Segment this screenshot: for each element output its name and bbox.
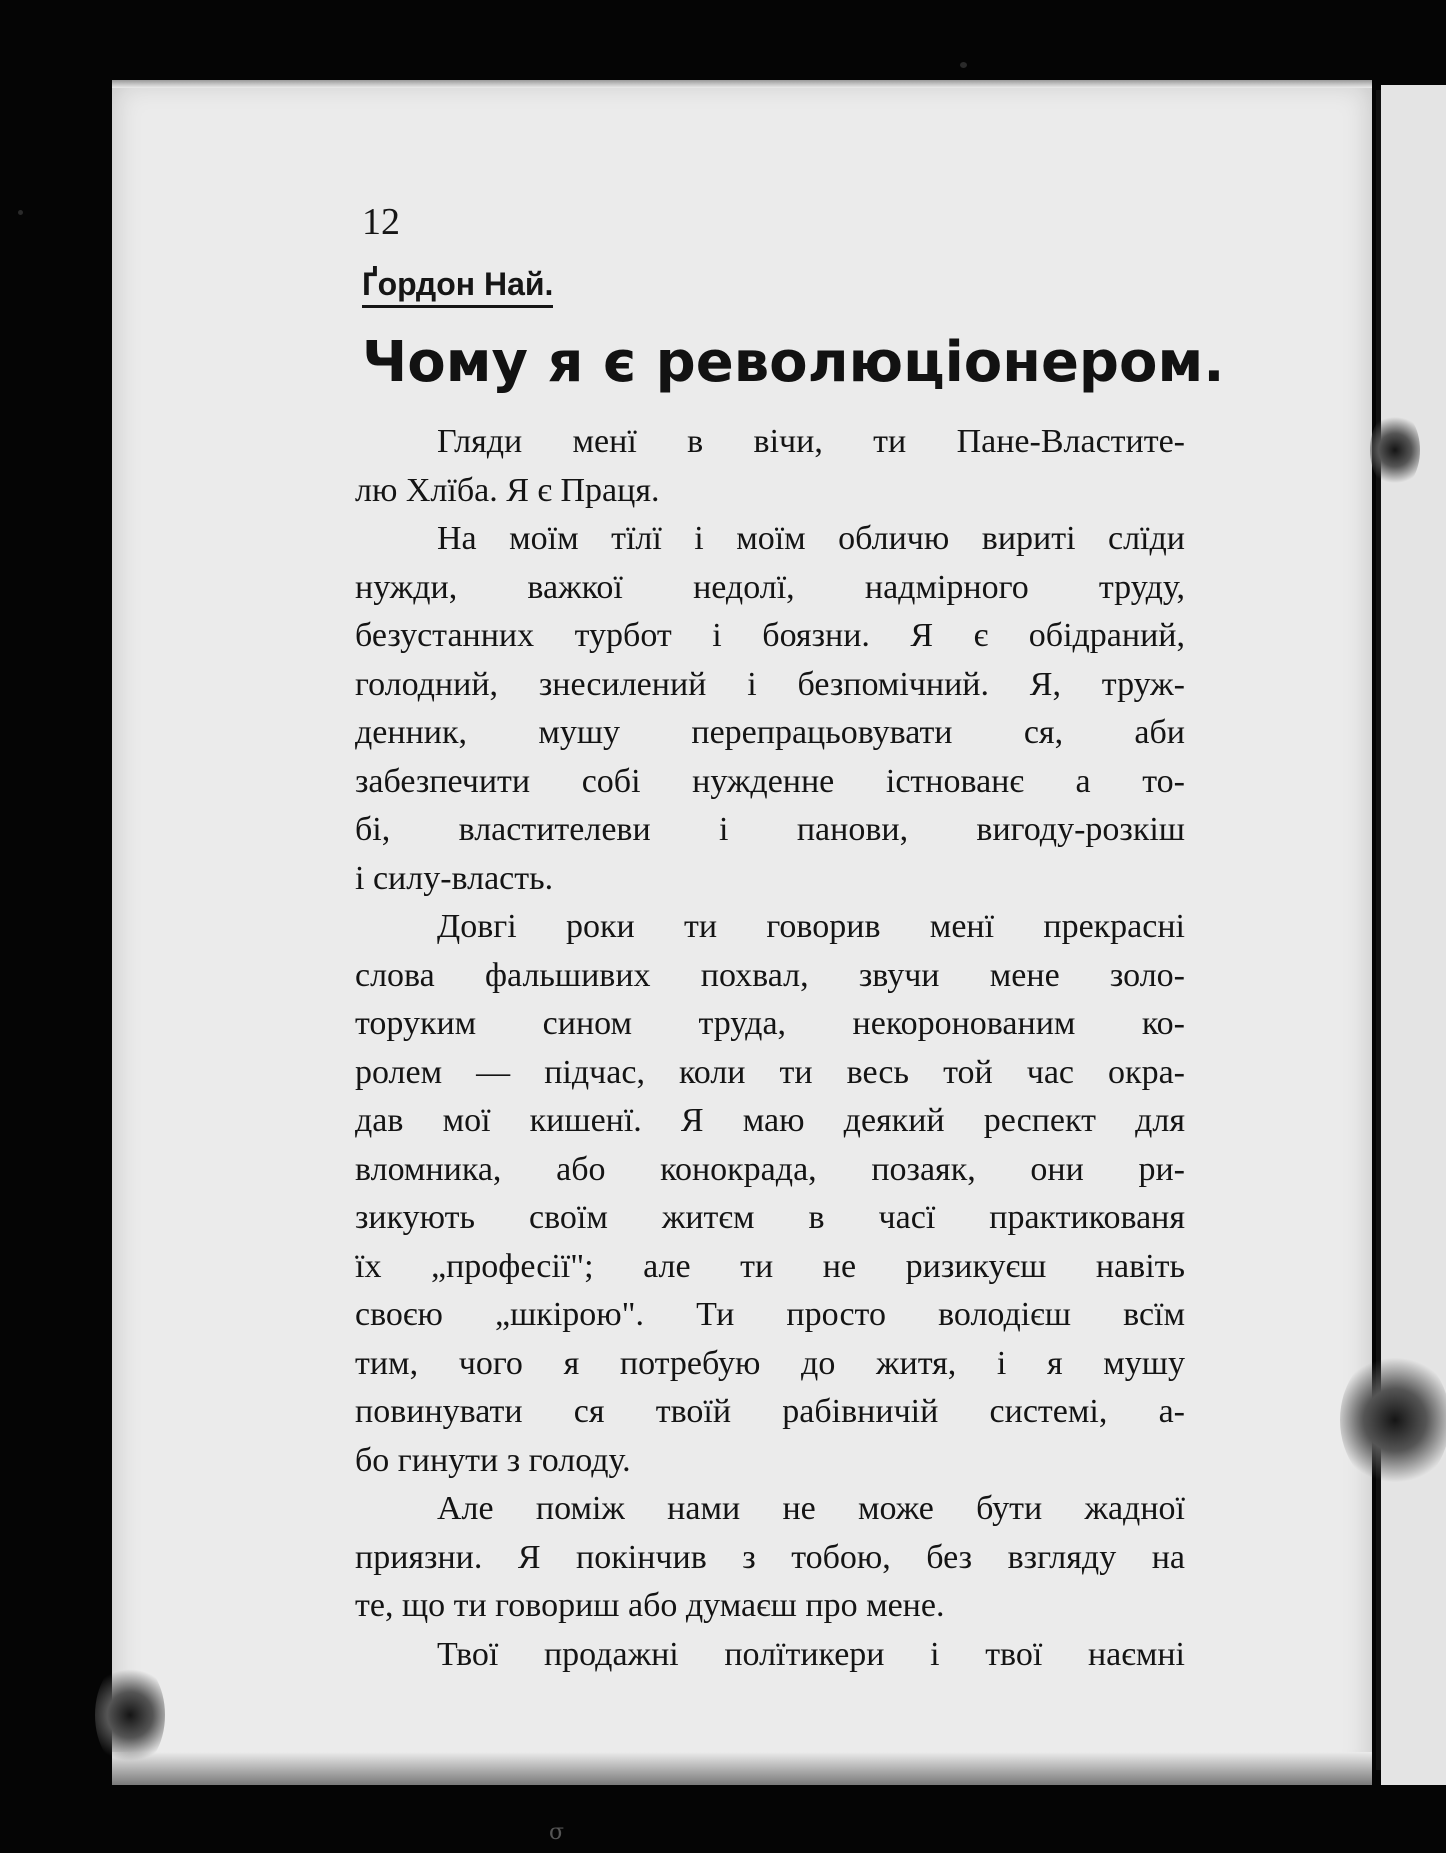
facing-page-strip [1381, 85, 1446, 1785]
body-line: безустанних турбот і боязни. Я є обідраний, [355, 617, 1185, 654]
body-line: лю Хлїба. Я є Праця. [355, 471, 660, 509]
body-line: ролем — підчас, коли ти весь той час окра- [355, 1053, 1185, 1091]
body-line: торуким сином труда, некоронованим ко- [355, 1005, 1185, 1042]
body-line: те, що ти говориш або думаєш про мене. [355, 1587, 945, 1624]
body-line: зикують своїм житєм в часї практикованя [355, 1199, 1185, 1236]
scan-speck [960, 62, 967, 68]
article-title: Чому я є революціонером. [362, 330, 1225, 395]
author-name: Ґордон Най. [362, 266, 553, 308]
body-line: і силу-власть. [355, 859, 554, 897]
page-bottom-edge [112, 1752, 1372, 1785]
body-line: приязни. Я покінчив з тобою, без взгляду на [355, 1538, 1185, 1576]
article-body [355, 418, 1185, 1679]
scan-speck [18, 210, 23, 215]
body-line: слова фальшивих похвал, звучи мене золо- [355, 956, 1185, 994]
body-line: своєю „шкірою". Ти просто володієш всїм [355, 1296, 1185, 1333]
body-line: вломника, або конокрада, позаяк, они ри- [355, 1150, 1185, 1188]
body-line: забезпечити собі нужденне істнованє а то- [355, 762, 1185, 800]
body-line: повинувати ся твоїй рабівничій системі, а- [355, 1393, 1185, 1430]
body-line: голодний, знесилений і безпомічний. Я, труж- [355, 665, 1185, 703]
ink-smudge [1370, 410, 1420, 490]
body-line: денник, мушу перепрацьовувати ся, аби [355, 714, 1185, 751]
page-top-edge [112, 80, 1372, 88]
page-fold-line [1376, 90, 1381, 1770]
body-line: Довгі роки ти говорив менї прекрасні [437, 908, 1185, 945]
body-line: їх „професії"; але ти не ризикуєш навіть [355, 1247, 1185, 1285]
body-line: тим, чого я потребую до житя, і я мушу [355, 1344, 1185, 1382]
body-line: Твої продажні полїтикери і твої наємні [437, 1635, 1185, 1673]
body-line: На моїм тїлї і моїм обличю вириті слїди [437, 520, 1185, 557]
body-line: дав мої кишенї. Я маю деякий респект для [355, 1102, 1185, 1139]
body-line: Але поміж нами не може бути жадної [437, 1490, 1185, 1527]
body-line: нужди, важкої недолї, надмірного труду, [355, 568, 1185, 606]
body-line: бі, властителеви і панови, вигоду-розкіш [355, 811, 1185, 848]
bottom-margin-mark: σ [549, 1820, 565, 1845]
body-line: бо гинути з голоду. [355, 1441, 631, 1479]
page-number: 12 [362, 201, 400, 243]
ink-smudge [95, 1660, 165, 1770]
body-line: Гляди менї в вічи, ти Пане-Властите- [437, 423, 1185, 460]
ink-smudge [1340, 1350, 1446, 1490]
